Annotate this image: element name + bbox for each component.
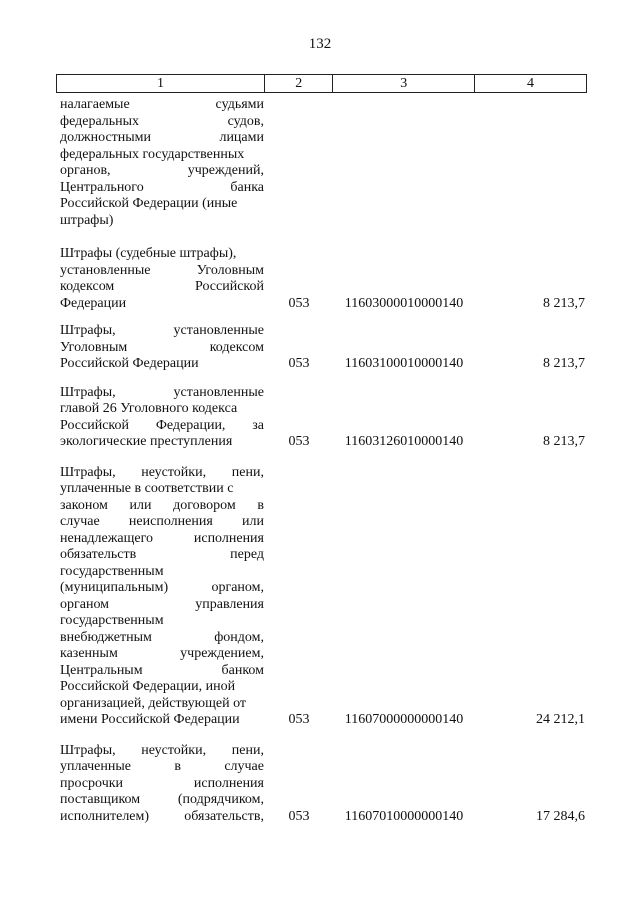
description-word: Российской bbox=[60, 417, 129, 433]
description-line bbox=[60, 792, 264, 809]
table-row bbox=[56, 385, 587, 451]
description-word: банком bbox=[221, 662, 264, 678]
description-word: законом bbox=[60, 497, 108, 513]
header-col-1: 1 bbox=[57, 75, 265, 92]
table-header bbox=[56, 74, 587, 93]
row-description bbox=[56, 743, 264, 826]
table-row bbox=[56, 743, 587, 826]
description-word: Штрафы, bbox=[60, 464, 116, 480]
header-col-3: 3 bbox=[333, 75, 475, 92]
description-line bbox=[60, 759, 264, 776]
description-line bbox=[60, 401, 264, 418]
row-description bbox=[56, 385, 264, 451]
description-word: уплаченные bbox=[60, 759, 131, 774]
description-line bbox=[60, 743, 264, 760]
description-word: за bbox=[252, 417, 264, 433]
description-word: штрафы) bbox=[60, 212, 114, 228]
description-word: кодексом bbox=[60, 279, 115, 294]
description-word: обязательств, bbox=[184, 808, 264, 824]
description-line bbox=[60, 213, 264, 230]
description-word: имени Российской Федерации bbox=[60, 712, 240, 727]
budget-table bbox=[56, 74, 587, 825]
table-body bbox=[56, 97, 587, 825]
description-word: органом, bbox=[211, 580, 264, 595]
description-line bbox=[60, 147, 264, 164]
page-number: 132 bbox=[308, 36, 332, 52]
description-line bbox=[60, 498, 264, 515]
description-word: уплаченные в соответствии с bbox=[60, 481, 234, 496]
row-description bbox=[56, 246, 264, 312]
row-description bbox=[56, 97, 264, 229]
description-word: налагаемые bbox=[60, 97, 130, 112]
description-word: обязательств bbox=[60, 547, 137, 562]
description-word: в bbox=[174, 759, 181, 774]
description-line bbox=[60, 246, 264, 263]
description-word: пени, bbox=[231, 742, 264, 758]
description-word: (муниципальным) bbox=[60, 580, 169, 595]
description-line bbox=[60, 547, 264, 564]
description-line bbox=[60, 481, 264, 498]
description-word: государственным bbox=[60, 613, 164, 628]
description-word: должностными bbox=[60, 130, 152, 145]
description-word: Российской bbox=[195, 279, 264, 294]
description-word: главой 26 Уголовного кодекса bbox=[60, 401, 238, 416]
description-line bbox=[60, 114, 264, 131]
description-line bbox=[60, 340, 264, 357]
description-line bbox=[60, 385, 264, 402]
description-word: установленные bbox=[173, 384, 264, 400]
description-line bbox=[60, 356, 264, 373]
description-word: Уголовным bbox=[196, 262, 264, 278]
description-word: лицами bbox=[219, 130, 264, 145]
admin-code: 053 bbox=[288, 712, 310, 727]
description-word: или bbox=[129, 497, 152, 513]
description-word: федеральных bbox=[60, 113, 140, 129]
description-word: установленные bbox=[60, 262, 151, 278]
description-word: Российской Федерации (иные bbox=[60, 196, 238, 211]
description-word: Штрафы, bbox=[60, 384, 116, 400]
description-word: банка bbox=[230, 179, 264, 195]
description-word: исполнения bbox=[193, 775, 264, 791]
description-word: Уголовным bbox=[60, 339, 128, 355]
description-line bbox=[60, 663, 264, 680]
description-line bbox=[60, 163, 264, 180]
description-word: учреждением, bbox=[180, 646, 264, 661]
description-line bbox=[60, 263, 264, 280]
description-word: в bbox=[257, 497, 264, 513]
description-line bbox=[60, 434, 264, 451]
description-word: установленные bbox=[173, 323, 264, 338]
description-line bbox=[60, 180, 264, 197]
amount: 8 213,7 bbox=[543, 434, 585, 449]
description-word: договором bbox=[173, 497, 236, 513]
description-line bbox=[60, 580, 264, 597]
description-word: государственным bbox=[60, 563, 164, 579]
description-line bbox=[60, 97, 264, 114]
description-word: органов, bbox=[60, 163, 111, 178]
description-line bbox=[60, 597, 264, 614]
description-line bbox=[60, 630, 264, 647]
header-col-4: 4 bbox=[527, 76, 535, 91]
description-word: Центральным bbox=[60, 662, 143, 678]
description-line bbox=[60, 712, 264, 729]
description-word: внебюджетным bbox=[60, 629, 152, 645]
table-row bbox=[56, 246, 587, 312]
description-line bbox=[60, 465, 264, 482]
description-line bbox=[60, 418, 264, 435]
description-word: судов, bbox=[227, 113, 264, 129]
description-word: учреждений, bbox=[187, 163, 264, 178]
table-row bbox=[56, 323, 587, 373]
description-word: Штрафы, bbox=[60, 742, 116, 758]
description-word: Российской Федерации, иной bbox=[60, 679, 236, 694]
amount: 8 213,7 bbox=[543, 295, 585, 311]
description-word: просрочки bbox=[60, 775, 124, 791]
description-word: исполнителем) bbox=[60, 808, 150, 824]
description-word: федеральных государственных bbox=[60, 146, 245, 162]
description-line bbox=[60, 809, 264, 826]
description-word: организацией, действующей от bbox=[60, 695, 247, 711]
description-word: Центрального bbox=[60, 179, 144, 195]
description-word: или bbox=[242, 514, 264, 529]
row-description bbox=[56, 465, 264, 729]
description-word: экологические преступления bbox=[60, 434, 233, 449]
description-word: судьями bbox=[215, 97, 264, 112]
admin-code: 053 bbox=[288, 808, 310, 824]
description-line bbox=[60, 531, 264, 548]
description-word: управления bbox=[195, 596, 264, 612]
description-word: Штрафы, bbox=[60, 323, 116, 338]
admin-code: 053 bbox=[288, 356, 310, 371]
table-row bbox=[56, 97, 587, 229]
description-word: неустойки, bbox=[141, 742, 207, 758]
row-description bbox=[56, 323, 264, 373]
description-line bbox=[60, 696, 264, 713]
budget-classification-code: 11607010000000140 bbox=[344, 808, 464, 824]
description-word: неисполнения bbox=[128, 514, 213, 529]
description-word: случае bbox=[60, 514, 100, 529]
description-line bbox=[60, 564, 264, 581]
description-word: (подрядчиком, bbox=[177, 792, 264, 807]
description-word: ненадлежащего bbox=[60, 530, 154, 546]
description-line bbox=[60, 776, 264, 793]
amount: 8 213,7 bbox=[543, 356, 585, 371]
budget-classification-code: 11607000000000140 bbox=[344, 712, 464, 727]
description-word: поставщиком bbox=[60, 792, 141, 807]
amount: 24 212,1 bbox=[536, 712, 585, 727]
description-line bbox=[60, 296, 264, 313]
description-word: кодексом bbox=[209, 339, 264, 355]
admin-code: 053 bbox=[288, 434, 310, 449]
description-word: случае bbox=[224, 759, 264, 774]
description-word: неустойки, bbox=[141, 464, 207, 480]
description-word: Российской Федерации bbox=[60, 356, 199, 371]
description-line bbox=[60, 679, 264, 696]
admin-code: 053 bbox=[288, 295, 310, 311]
description-word: казенным bbox=[60, 646, 118, 661]
budget-classification-code: 11603000010000140 bbox=[344, 295, 464, 311]
amount: 17 284,6 bbox=[536, 808, 585, 824]
description-word: пени, bbox=[231, 464, 264, 480]
description-line bbox=[60, 514, 264, 531]
description-line bbox=[60, 323, 264, 340]
description-line bbox=[60, 196, 264, 213]
description-word: Штрафы (судебные штрафы), bbox=[60, 246, 237, 261]
description-word: фондом, bbox=[214, 629, 264, 645]
description-line bbox=[60, 646, 264, 663]
description-word: Федерации, bbox=[155, 417, 226, 433]
budget-classification-code: 11603100010000140 bbox=[344, 356, 464, 371]
description-word: Федерации bbox=[60, 295, 127, 311]
description-word: исполнения bbox=[193, 530, 264, 546]
description-word: перед bbox=[230, 547, 264, 562]
description-word: органом bbox=[60, 596, 110, 612]
table-row bbox=[56, 465, 587, 729]
description-line bbox=[60, 279, 264, 296]
budget-classification-code: 11603126010000140 bbox=[344, 434, 464, 449]
description-line bbox=[60, 130, 264, 147]
description-line bbox=[60, 613, 264, 630]
header-col-2: 2 bbox=[265, 75, 333, 92]
